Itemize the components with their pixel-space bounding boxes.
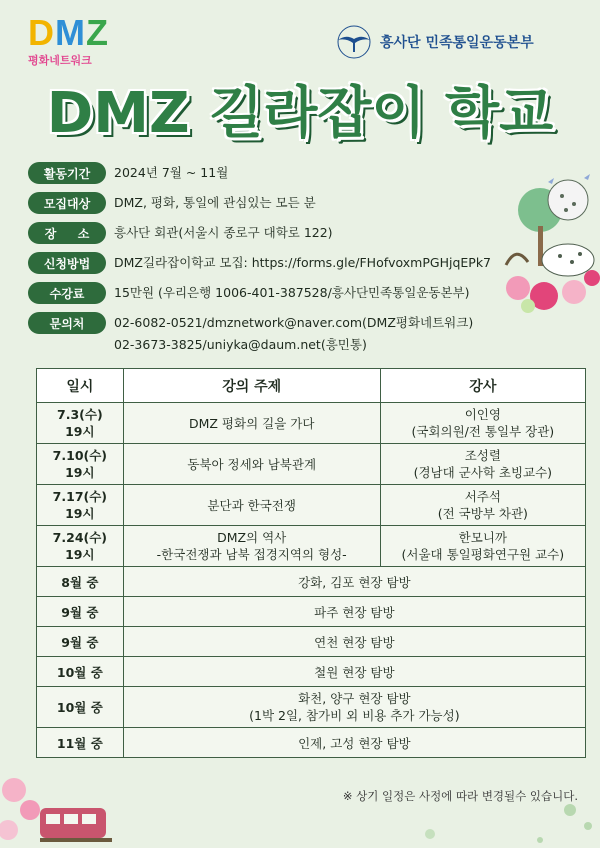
table-row — [37, 526, 586, 567]
month-cell: 9월 중 — [37, 627, 124, 657]
topic-text: DMZ의 역사 — [217, 530, 287, 545]
date-cell — [37, 526, 124, 567]
info-value: 15만원 (우리은행 1006-401-387528/흥사단민족통일운동본부) — [114, 285, 470, 300]
info-label: 수강료 — [28, 282, 106, 304]
time-text: 19시 — [65, 465, 95, 480]
date-text: 7.17(수) — [52, 489, 108, 504]
date-text: 7.10(수) — [52, 448, 108, 463]
contact-line-1[interactable]: 02-6082-0521/dmznetwork@naver.com(DMZ평화네트워크) — [114, 315, 474, 330]
lecturer-name: 서주석 — [464, 489, 501, 504]
activity-cell: 연천 현장 탐방 — [123, 627, 585, 657]
info-label: 모집대상 — [28, 192, 106, 214]
topic-text: 분단과 한국전쟁 — [207, 497, 296, 513]
lecturer-cell — [380, 485, 585, 526]
info-label: 문의처 — [28, 312, 106, 334]
table-row — [37, 485, 586, 526]
info-row-place — [28, 222, 498, 244]
time-text: 19시 — [65, 424, 95, 439]
info-value: 2024년 7월 ~ 11월 — [114, 165, 229, 180]
table-row — [37, 567, 586, 597]
header-lecturer: 강사 — [380, 369, 585, 403]
topic-text: 동북아 정세와 남북관계 — [187, 456, 317, 472]
lecturer-title: (경남대 군사학 초빙교수) — [413, 465, 553, 480]
table-row — [37, 657, 586, 687]
info-row-target — [28, 192, 498, 214]
forest-animals-illustration — [488, 170, 600, 320]
lecturer-name: 이인영 — [464, 407, 501, 422]
dots-decoration — [420, 800, 600, 848]
logo-subtitle: 평화네트워크 — [28, 54, 92, 67]
time-text: 19시 — [65, 506, 95, 521]
topic-cell — [123, 485, 380, 526]
date-text: 7.24(수) — [52, 530, 108, 545]
table-row — [37, 444, 586, 485]
lecturer-cell — [380, 444, 585, 485]
contact-values — [114, 312, 473, 356]
table-header-row — [37, 369, 586, 403]
info-row-contact — [28, 312, 498, 356]
activity-note: (1박 2일, 참가비 외 비용 추가 가능성) — [249, 708, 460, 723]
month-cell: 11월 중 — [37, 728, 124, 758]
topic-subtitle: -한국전쟁과 남북 접경지역의 형성- — [156, 547, 347, 562]
header-topic: 강의 주제 — [123, 369, 380, 403]
activity-cell: 파주 현장 탐방 — [123, 597, 585, 627]
info-label-char: 소 — [77, 226, 90, 241]
table-row — [37, 728, 586, 758]
header-date: 일시 — [37, 369, 124, 403]
train-illustration — [0, 760, 112, 848]
topic-cell — [123, 444, 380, 485]
org-name: 흥사단 민족통일운동본부 — [380, 35, 534, 51]
activity-cell — [123, 687, 585, 728]
activity-cell: 강화, 김포 현장 탐방 — [123, 567, 585, 597]
schedule-table — [36, 368, 586, 758]
lecturer-name: 한모니까 — [458, 530, 507, 545]
table-row — [37, 687, 586, 728]
info-label-char: 장 — [44, 226, 57, 241]
date-cell — [37, 485, 124, 526]
topic-text: DMZ 평화의 길을 가다 — [188, 415, 315, 431]
crane-emblem-icon — [334, 24, 374, 60]
topic-cell — [123, 526, 380, 567]
month-cell: 9월 중 — [37, 597, 124, 627]
lecturer-cell — [380, 403, 585, 444]
activity-cell: 철원 현장 탐방 — [123, 657, 585, 687]
org-logo — [334, 22, 584, 62]
activity-text: 화천, 양구 현장 탐방 — [298, 691, 411, 706]
info-value: DMZ, 평화, 통일에 관심있는 모든 분 — [114, 195, 316, 210]
month-cell: 10월 중 — [37, 687, 124, 728]
contact-line-2[interactable]: 02-3673-3825/uniyka@daum.net(흥민통) — [114, 337, 367, 352]
dmz-peace-network-logo — [28, 12, 128, 68]
info-label — [28, 222, 106, 244]
topic-cell — [123, 403, 380, 444]
info-row-fee — [28, 282, 498, 304]
logo-letter-d: D — [28, 12, 55, 53]
lecturer-title: (전 국방부 차관) — [437, 506, 528, 521]
info-section — [28, 162, 498, 364]
logo-letter-z: Z — [86, 12, 109, 53]
table-row — [37, 403, 586, 444]
table-row — [37, 627, 586, 657]
application-link[interactable]: DMZ길라잡이학교 모집: https://forms.gle/FHofvoxmPGHjqEPk7 — [114, 255, 492, 270]
lecturer-name: 조성렬 — [464, 448, 501, 463]
date-text: 7.3(수) — [57, 407, 103, 422]
time-text: 19시 — [65, 547, 95, 562]
month-cell: 10월 중 — [37, 657, 124, 687]
date-cell — [37, 403, 124, 444]
lecturer-cell — [380, 526, 585, 567]
logo-letter-m: M — [55, 12, 86, 53]
month-cell: 8월 중 — [37, 567, 124, 597]
lecturer-title: (국회의원/전 통일부 장관) — [411, 424, 555, 439]
activity-cell: 인제, 고성 현장 탐방 — [123, 728, 585, 758]
info-label: 활동기간 — [28, 162, 106, 184]
page-title: DMZ 길라잡이 학교 — [46, 81, 554, 146]
info-value: 흥사단 회관(서울시 종로구 대학로 122) — [114, 225, 333, 240]
info-row-apply — [28, 252, 498, 274]
table-row — [37, 597, 586, 627]
info-row-period — [28, 162, 498, 184]
footnote: ※ 상기 일정은 사정에 따라 변경될수 있습니다. — [342, 789, 578, 803]
info-label: 신청방법 — [28, 252, 106, 274]
date-cell — [37, 444, 124, 485]
lecturer-title: (서울대 통일평화연구원 교수) — [401, 547, 565, 562]
